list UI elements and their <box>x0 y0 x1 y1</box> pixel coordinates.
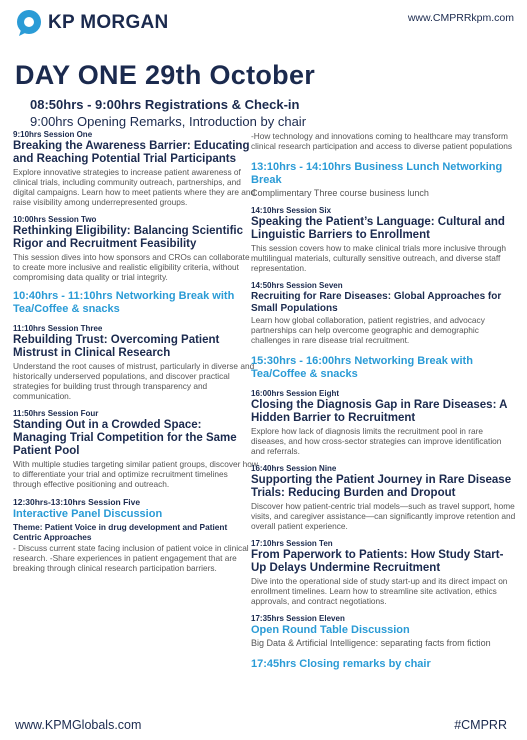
header-url[interactable]: www.CMPRRkpm.com <box>407 12 514 24</box>
session-theme: Theme: Patient Voice in drug development and Patient Centric Approaches <box>13 522 228 542</box>
right-column <box>251 130 517 679</box>
session-five <box>13 497 258 573</box>
business-lunch <box>251 161 517 198</box>
session-time: 17:35hrs Session Eleven <box>251 614 345 623</box>
session-title: Standing Out in a Crowded Space: Managing Trial Competition for the Same Patient Pool <box>13 419 237 457</box>
session-time: 11:10hrs Session Three <box>13 324 103 333</box>
session-title: Open Round Table Discussion <box>251 624 410 636</box>
left-column <box>13 130 258 581</box>
session-description: -How technology and innovations coming to healthcare may transform clinical research participation and access to diverse patient populations <box>251 131 513 151</box>
footer <box>0 716 527 740</box>
session-three <box>13 324 258 401</box>
session-description: Discover how patient-centric trial models—such as travel support, home visits, and caregiver assistance—can significantly improve retention and overall patient experience. <box>251 501 516 531</box>
session-eight <box>251 389 517 456</box>
session-title: Closing the Diagnosis Gap in Rare Diseases: A Hidden Barrier to Recruitment <box>251 399 508 424</box>
footer-url[interactable]: www.KPMGlobals.com <box>15 718 142 732</box>
session-description: Dive into the operational side of study start-up and its direct impact on enrollment timelines. Learn how to streamline site activation, ethics approvals, and contract negotiations. <box>251 576 508 606</box>
registration-line: 08:50hrs - 9:00hrs Registrations & Check-in <box>30 97 300 112</box>
session-title: Rethinking Eligibility: Balancing Scientific Rigor and Recruitment Feasibility <box>13 225 244 250</box>
session-description: Learn how global collaboration, patient registries, and advocacy partnerships can help overcome geographic and demographic challenges in rare disease trial recruitment. <box>251 315 485 345</box>
session-title: Rebuilding Trust: Overcoming Patient Mistrust in Clinical Research <box>13 334 220 359</box>
session-description: Explore how lack of diagnosis limits the recruitment pool in rare diseases, and how cross-sector strategies can improve identification and referrals. <box>251 426 502 456</box>
session-title: Supporting the Patient Journey in Rare Disease Trials: Reducing Burden and Dropout <box>251 474 512 499</box>
session-time: 9:10hrs Session One <box>13 130 93 139</box>
session-time: 16:00hrs Session Eight <box>251 389 340 398</box>
page-title: DAY ONE 29th October <box>15 60 316 90</box>
session-nine <box>251 464 517 531</box>
session-time: 14:50hrs Session Seven <box>251 281 343 290</box>
session-two <box>13 215 258 282</box>
session-five-continued <box>251 131 517 151</box>
header <box>0 0 527 60</box>
session-description: Understand the root causes of mistrust, particularly in diverse and historically underserved populations, and discover practical strategies for building trust through transparency and communication. <box>13 361 255 401</box>
session-one <box>13 130 258 207</box>
brand-name: KP MORGAN <box>48 12 169 33</box>
session-description: Big Data & Artificial Intelligence: separating facts from fiction <box>251 638 491 648</box>
closing-remarks: 17:45hrs Closing remarks by chair <box>251 658 431 670</box>
networking-break-1: 10:40hrs - 11:10hrs Networking Break with Tea/Coffee & snacks <box>13 290 235 315</box>
speech-bubble-icon <box>15 9 43 37</box>
session-time: 17:10hrs Session Ten <box>251 539 333 548</box>
lunch-subtitle: Complimentary Three course business lunch <box>251 188 429 198</box>
session-eleven <box>251 614 517 648</box>
lunch-title: 13:10hrs - 14:10hrs Business Lunch Networking Break <box>251 161 503 186</box>
networking-break-2: 15:30hrs - 16:00hrs Networking Break with Tea/Coffee & snacks <box>251 355 473 380</box>
session-six <box>251 206 517 273</box>
session-description: - Discuss current state facing inclusion of patient voice in clinical research. -Share experiences in patient engagement that are breaking through clinical research participation barriers. <box>13 543 249 573</box>
session-time: 10:00hrs Session Two <box>13 215 97 224</box>
session-title: Breaking the Awareness Barrier: Educating and Reaching Potential Trial Participants <box>13 140 250 165</box>
session-ten <box>251 539 517 606</box>
session-time: 14:10hrs Session Six <box>251 206 332 215</box>
session-title: From Paperwork to Patients: How Study Start-Up Delays Undermine Recruitment <box>251 549 504 574</box>
session-title: Speaking the Patient’s Language: Cultural and Linguistic Barriers to Enrollment <box>251 216 505 241</box>
session-title: Recruiting for Rare Diseases: Global Approaches for Small Populations <box>251 291 502 314</box>
opening-line: 9:00hrs Opening Remarks, Introduction by chair <box>30 114 307 129</box>
session-time: 16:40hrs Session Nine <box>251 464 337 473</box>
session-description: This session covers how to make clinical trials more inclusive through multilingual materials, culturally sensitive outreach, and diverse staff representation. <box>251 243 506 273</box>
session-four <box>13 409 258 489</box>
session-description: Explore innovative strategies to increase patient awareness of clinical trials, including community outreach, partnerships, and digital campaigns. Learn how to meet patients where they are and raise visibility among underrepresented groups. <box>13 167 256 207</box>
session-time: 11:50hrs Session Four <box>13 409 99 418</box>
session-seven <box>251 281 517 345</box>
session-title: Interactive Panel Discussion <box>13 508 163 520</box>
session-description: With multiple studies targeting similar patient groups, discover how to differentiate your trial and optimize recruitment timelines through effective positioning and outreach. <box>13 459 258 489</box>
session-time: 12:30hrs-13:10hrs Session Five <box>13 497 141 507</box>
session-description: This session dives into how sponsors and CROs can collaborate to create more inclusive and realistic eligibility criteria, without compromising data quality or trial integrity. <box>13 252 250 282</box>
footer-hashtag: #CMPRR <box>454 718 507 732</box>
